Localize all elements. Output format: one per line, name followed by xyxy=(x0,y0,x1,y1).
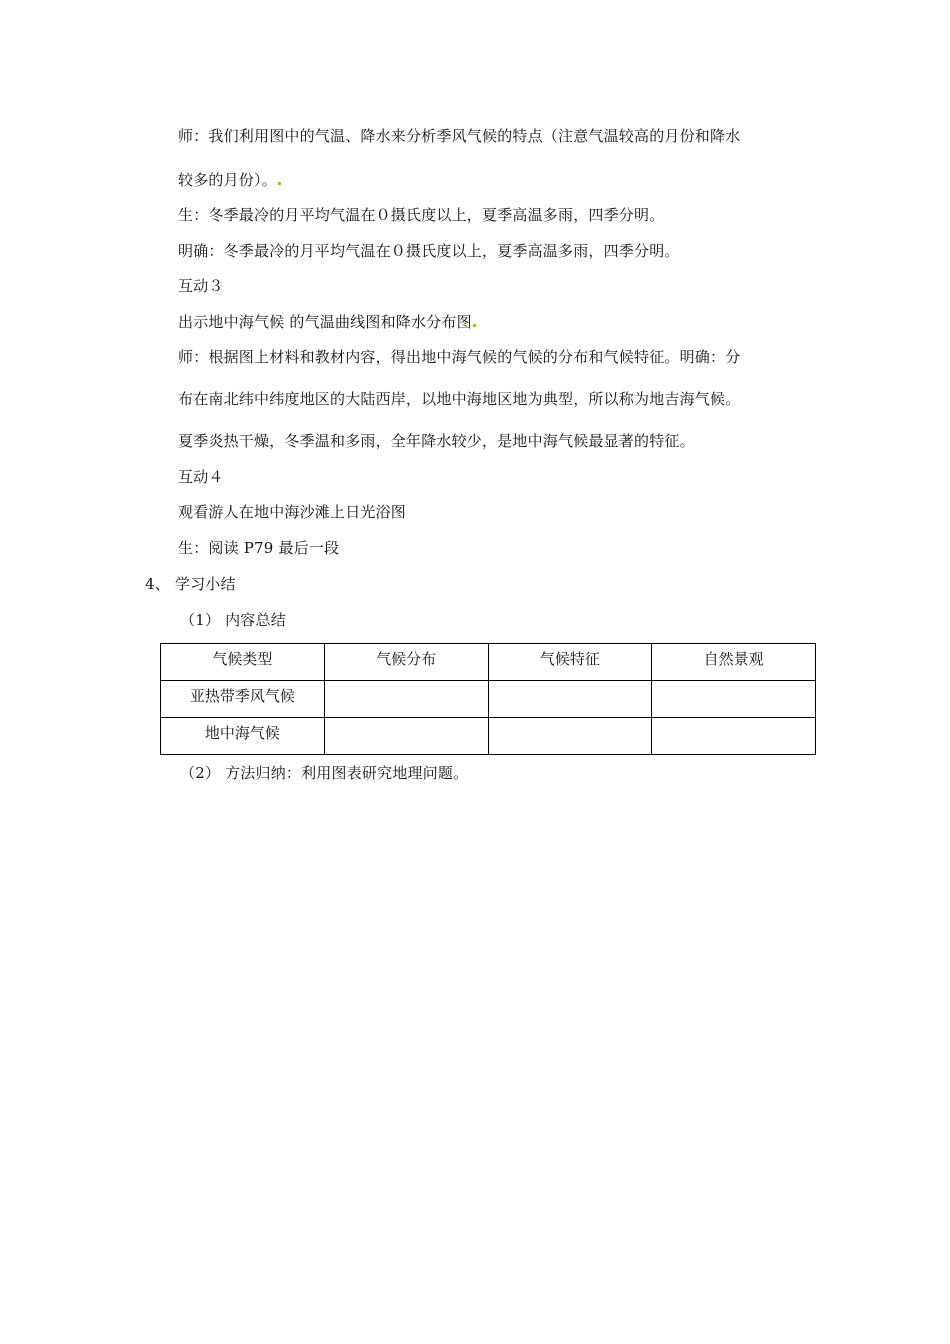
table-cell xyxy=(324,718,488,755)
table-cell xyxy=(652,681,816,718)
heading-text: 互动３ xyxy=(178,277,224,295)
subheading-text: （2） 方法归纳：利用图表研究地理问题。 xyxy=(180,764,469,782)
paragraph-text: 布在南北纬中纬度地区的大陆西岸，以地中海地区地为典型，所以称为地吉海气候。 xyxy=(178,390,741,408)
paragraph-text: 师：根据图上材料和教材内容，得出地中海气候的气候的分布和气候特征。明确：分 xyxy=(178,348,741,366)
paragraph-beach-image xyxy=(178,502,406,522)
paragraph-student-answer xyxy=(178,205,664,225)
heading-text: 互动４ xyxy=(178,468,224,486)
paragraph-teacher-question xyxy=(178,126,740,146)
paragraph-text: 夏季炎热干燥，冬季温和多雨，全年降水较少，是地中海气候最显著的特征。 xyxy=(178,432,695,450)
paragraph-text: 较多的月份）。 xyxy=(178,171,277,189)
paragraph-text: 师：我们利用图中的气温、降水来分析季风气候的特点（注意气温较高的月份和降水 xyxy=(178,127,741,145)
table-cell xyxy=(324,681,488,718)
table-cell: 亚热带季风气候 xyxy=(161,681,325,718)
table-header-cell: 气候特征 xyxy=(488,644,652,681)
paragraph-distribution xyxy=(178,389,740,409)
table-row xyxy=(161,681,816,718)
paragraph-text: 出示地中海气候 的气温曲线图和降水分布图 xyxy=(178,313,472,331)
subheading-method-summary xyxy=(180,763,468,783)
paragraph-features xyxy=(178,431,695,451)
subheading-text: （1） 内容总结 xyxy=(180,611,286,629)
table-cell xyxy=(488,681,652,718)
table-cell xyxy=(488,718,652,755)
heading-interaction-3 xyxy=(178,276,224,296)
paragraph-text: 生：冬季最冷的月平均气温在０摄氏度以上，夏季高温多雨，四季分明。 xyxy=(178,206,665,224)
table-header-cell: 自然景观 xyxy=(652,644,816,681)
annotation-mark xyxy=(278,182,281,185)
table-row xyxy=(161,718,816,755)
table-header-row xyxy=(161,644,816,681)
heading-interaction-4 xyxy=(178,467,224,487)
paragraph-text: 生：阅读 P79 最后一段 xyxy=(178,539,340,557)
paragraph-teacher-mediterranean xyxy=(178,347,740,367)
heading-learning-summary xyxy=(145,574,236,594)
table-header-cell: 气候分布 xyxy=(324,644,488,681)
paragraph-show-chart xyxy=(178,312,477,332)
annotation-mark xyxy=(473,324,476,327)
table-header-cell: 气候类型 xyxy=(161,644,325,681)
heading-text: 4、 学习小结 xyxy=(145,575,236,593)
paragraph-text: 观看游人在地中海沙滩上日光浴图 xyxy=(178,503,407,521)
paragraph-clarification xyxy=(178,241,680,261)
subheading-content-summary xyxy=(180,610,286,630)
table-cell: 地中海气候 xyxy=(161,718,325,755)
paragraph-student-reading xyxy=(178,538,339,558)
paragraph-text: 明确：冬季最冷的月平均气温在０摄氏度以上，夏季高温多雨，四季分明。 xyxy=(178,242,680,260)
summary-table xyxy=(160,643,816,755)
paragraph-teacher-question-cont xyxy=(178,170,282,190)
table-cell xyxy=(652,718,816,755)
